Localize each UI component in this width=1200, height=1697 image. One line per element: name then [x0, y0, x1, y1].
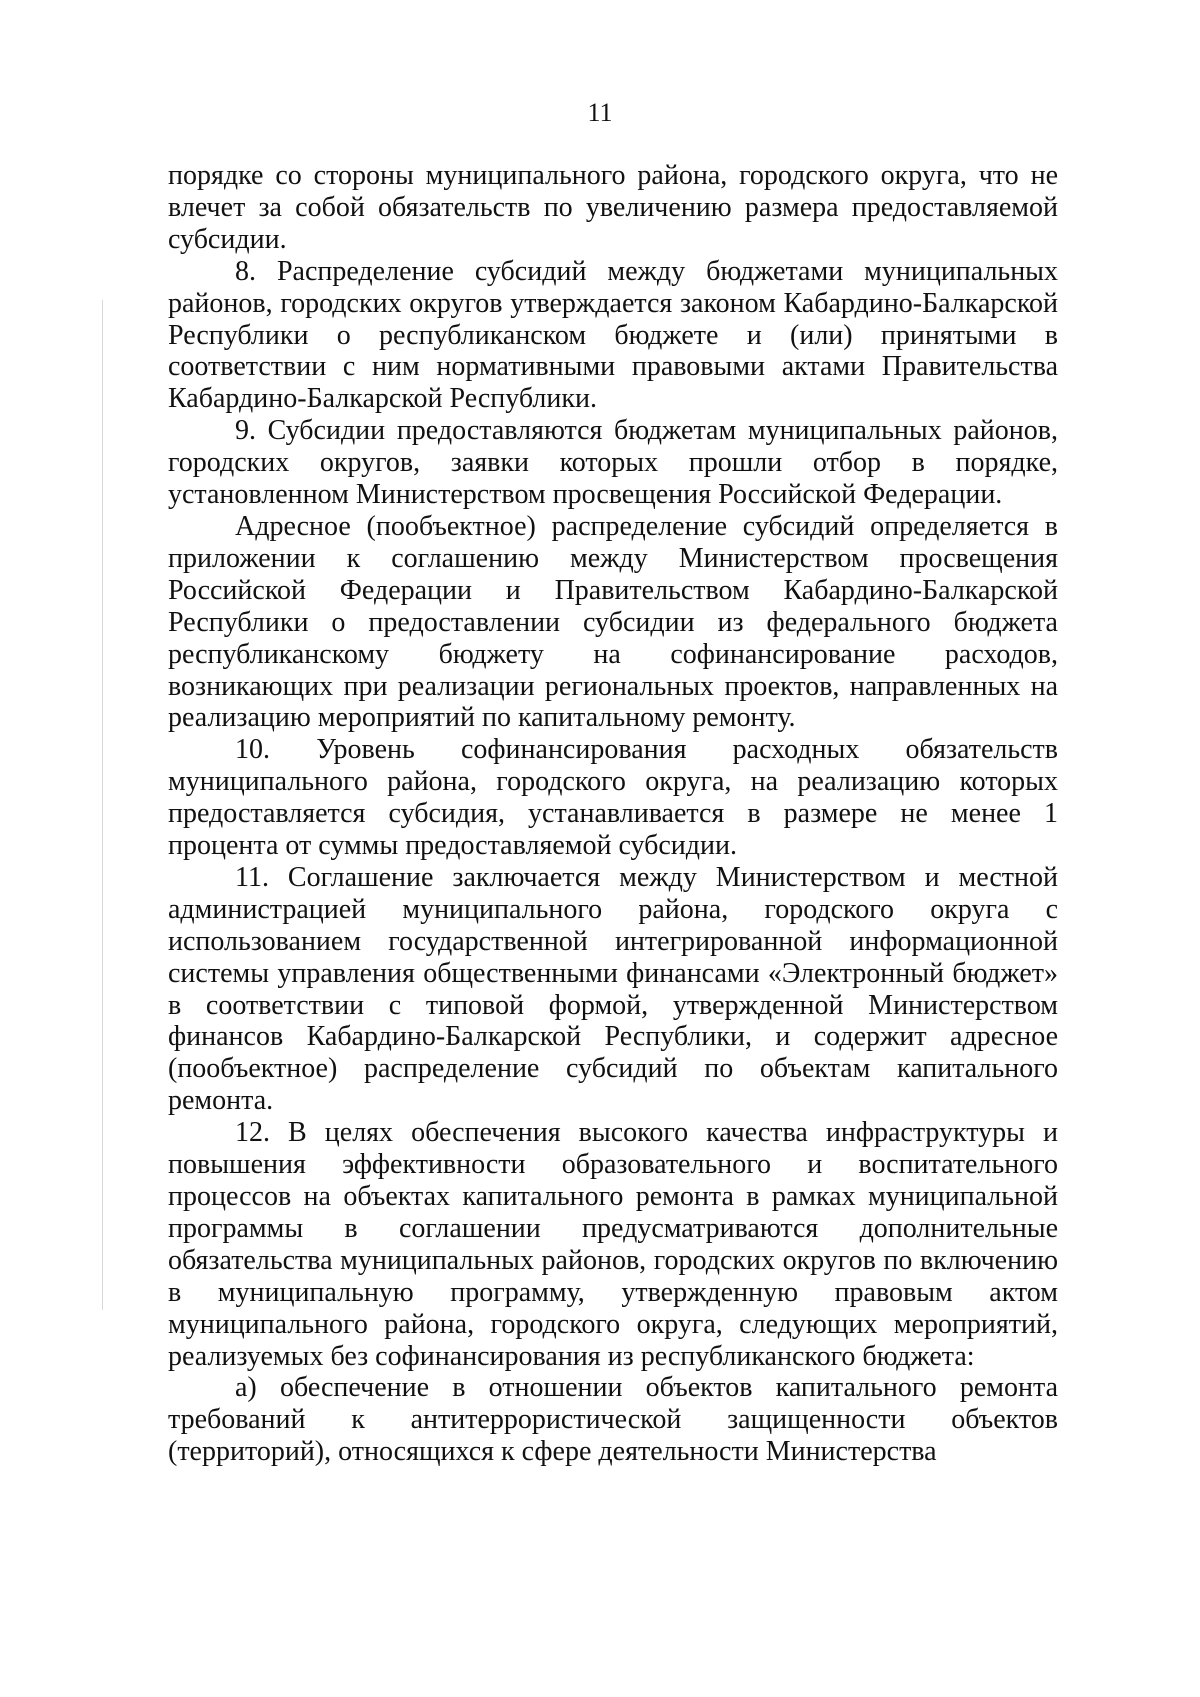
paragraph-subitem-a: а) обеспечение в отношении объектов капитального ремонта требований к антитеррористической защищенности объектов (территорий), относящихся к сфере деятельности Министерства — [168, 1372, 1058, 1468]
paragraph-item-8: 8. Распределение субсидий между бюджетами муниципальных районов, городских округов утверждается законом Кабардино-Балкарской Республики о республиканском бюджете и (или) принятыми в соответствии с ним нормативными правовыми актами Правительства Кабардино-Балкарской Республики. — [168, 255, 1058, 415]
paragraph-address-distribution: Адресное (пообъектное) распределение субсидий определяется в приложении к соглашению между Министерством просвещения Российской Федерации и Правительством Кабардино-Балкарской Республики о предоставлении субсидии из федерального бюджета республиканскому бюджету на софинансирование расходов, возникающих при реализации региональных проектов, направленных на реализацию мероприятий по капитальному ремонту. — [168, 510, 1058, 734]
paragraph-item-11: 11. Соглашение заключается между Министерством и местной администрацией муниципального района, городского округа с использованием государственной интегрированной информационной системы управления общественными финансами «Электронный бюджет» в соответствии с типовой формой, утвержденной Министерством финансов Кабардино-Балкарской Республики, и содержит адресное (пообъектное) распределение субсидий по объектам капитального ремонта. — [168, 861, 1058, 1117]
paragraph-item-10: 10. Уровень софинансирования расходных обязательств муниципального района, городского округа, на реализацию которых предоставляется субсидия, устанавливается в размере не менее 1 процента от суммы предоставляемой субсидии. — [168, 734, 1058, 862]
paragraph-item-9: 9. Субсидии предоставляются бюджетам муниципальных районов, городских округов, заявки которых прошли отбор в порядке, установленном Министерством просвещения Российской Федерации. — [168, 415, 1058, 511]
page-number: 11 — [587, 98, 613, 127]
paragraph-item-12: 12. В целях обеспечения высокого качества инфраструктуры и повышения эффективности образовательного и воспитательного процессов на объектах капитального ремонта в рамках муниципальной программы в соглашении предусматриваются дополнительные обязательства муниципальных районов, городских округов по включению в муниципальную программу, утвержденную правовым актом муниципального района, городского округа, следующих мероприятий, реализуемых без софинансирования из республиканского бюджета: — [168, 1117, 1058, 1372]
scan-margin-line — [102, 300, 103, 1310]
paragraph-continuation: порядке со стороны муниципального района, городского округа, что не влечет за собой обязательств по увеличению размера предоставляемой субсидии. — [168, 160, 1058, 255]
document-body — [168, 160, 1058, 1468]
